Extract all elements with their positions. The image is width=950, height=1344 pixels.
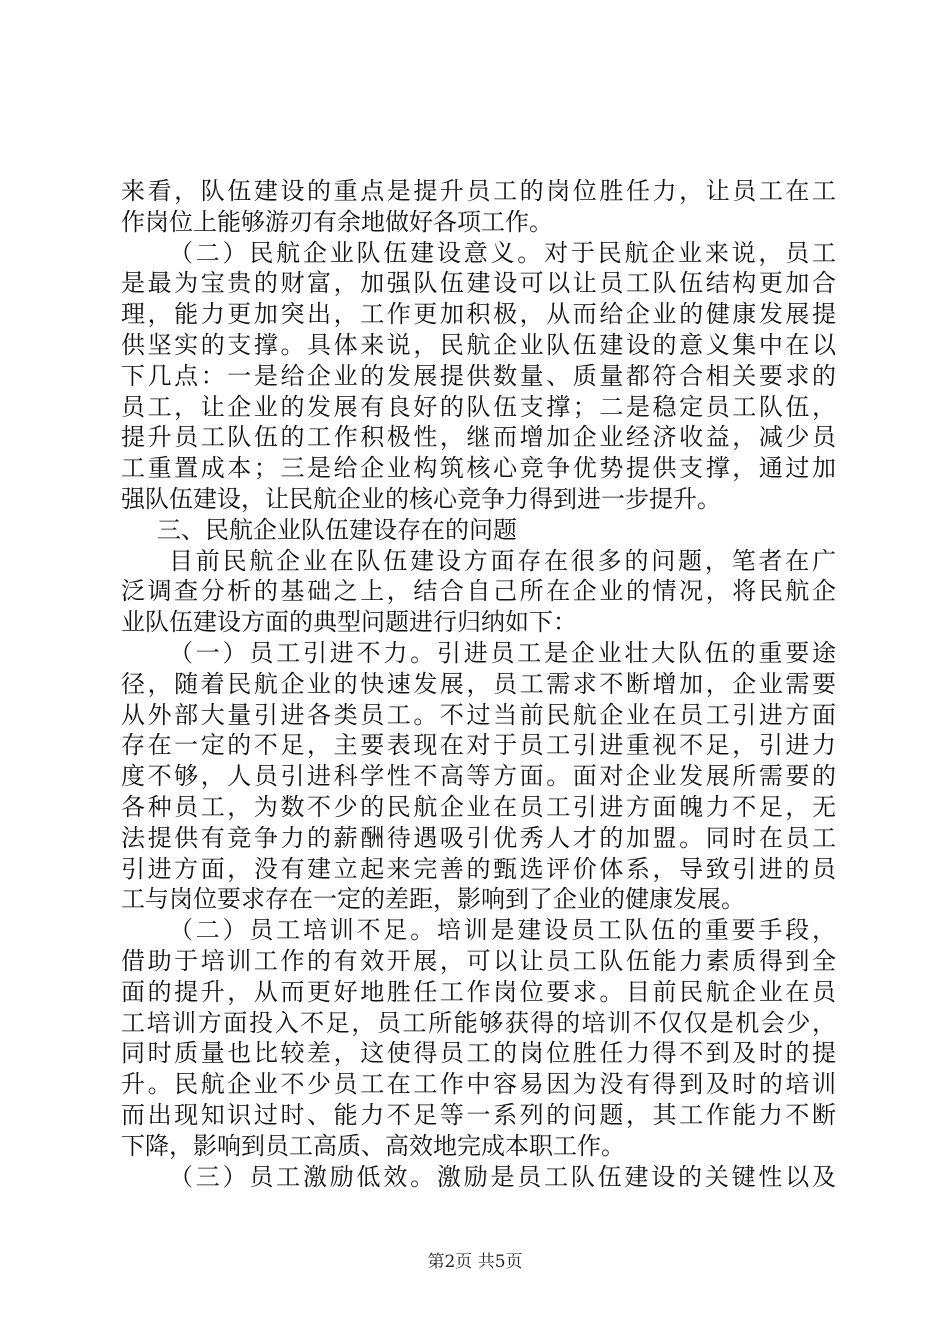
- text-line: 借助于培训工作的有效开展，可以让员工队伍能力素质得到全: [121, 946, 836, 975]
- text-line: 法提供有竞争力的薪酬待遇吸引优秀人才的加盟。同时在员工: [121, 823, 836, 852]
- text-line: 同时质量也比较差，这使得员工的岗位胜任力得不到及时的提: [121, 1039, 836, 1068]
- text-line: 工与岗位要求存在一定的差距，影响到了企业的健康发展。: [121, 885, 745, 914]
- text-line: 是最为宝贵的财富，加强队伍建设可以让员工队伍结构更加合: [121, 269, 836, 298]
- text-line: 员工，让企业的发展有良好的队伍支撑；二是稳定员工队伍，: [121, 392, 836, 421]
- text-line: 径，随着民航企业的快速发展，员工需求不断增加，企业需要: [121, 669, 836, 698]
- text-line: 各种员工，为数不少的民航企业在员工引进方面魄力不足，无: [121, 792, 836, 821]
- text-line: 度不够，人员引进科学性不高等方面。面对企业发展所需要的: [121, 762, 836, 791]
- text-line: 目前民航企业在队伍建设方面存在很多的问题，笔者在广: [169, 546, 836, 575]
- text-line: 从外部大量引进各类员工。不过当前民航企业在员工引进方面: [121, 700, 836, 729]
- text-line: 供坚实的支撑。具体来说，民航企业队伍建设的意义集中在以: [121, 330, 836, 359]
- text-line: 存在一定的不足，主要表现在对于员工引进重视不足，引进力: [121, 731, 836, 760]
- page-footer: 第2页 共5页: [427, 1252, 523, 1272]
- text-line: 三、民航企业队伍建设存在的问题: [157, 515, 517, 544]
- text-line: 理，能力更加突出，工作更加积极，从而给企业的健康发展提: [121, 300, 836, 329]
- text-line: 提升员工队伍的工作积极性，继而增加企业经济收益，减少员: [121, 423, 836, 452]
- text-line: （二）民航企业队伍建设意义。对于民航企业来说，员工: [169, 238, 836, 267]
- text-line: 强队伍建设，让民航企业的核心竞争力得到进一步提升。: [121, 484, 721, 513]
- text-line: 下几点：一是给企业的发展提供数量、质量都符合相关要求的: [121, 361, 836, 390]
- text-line: 作岗位上能够游刃有余地做好各项工作。: [121, 207, 553, 236]
- text-line: 来看，队伍建设的重点是提升员工的岗位胜任力，让员工在工: [121, 177, 836, 205]
- text-line: 升。民航企业不少员工在工作中容易因为没有得到及时的培训: [121, 1070, 836, 1099]
- text-line: （二）员工培训不足。培训是建设员工队伍的重要手段，: [169, 916, 836, 945]
- text-line: 泛调查分析的基础之上，结合自己所在企业的情况，将民航企: [121, 577, 836, 606]
- text-line: 面的提升，从而更好地胜任工作岗位要求。目前民航企业在员: [121, 977, 836, 1006]
- text-line: （三）员工激励低效。激励是员工队伍建设的关键性以及: [169, 1162, 836, 1191]
- text-line: 工培训方面投入不足，员工所能够获得的培训不仅仅是机会少，: [121, 1008, 836, 1037]
- text-line: 引进方面，没有建立起来完善的甄选评价体系，导致引进的员: [121, 854, 836, 883]
- text-line: 工重置成本；三是给企业构筑核心竞争优势提供支撑，通过加: [121, 454, 836, 483]
- text-line: 下降，影响到员工高质、高效地完成本职工作。: [121, 1131, 625, 1160]
- text-line: （一）员工引进不力。引进员工是企业壮大队伍的重要途: [169, 638, 836, 667]
- text-line: 业队伍建设方面的典型问题进行归纳如下：: [121, 608, 577, 637]
- body-text: [121, 176, 836, 1192]
- text-line: 而出现知识过时、能力不足等一系列的问题，其工作能力不断: [121, 1100, 836, 1129]
